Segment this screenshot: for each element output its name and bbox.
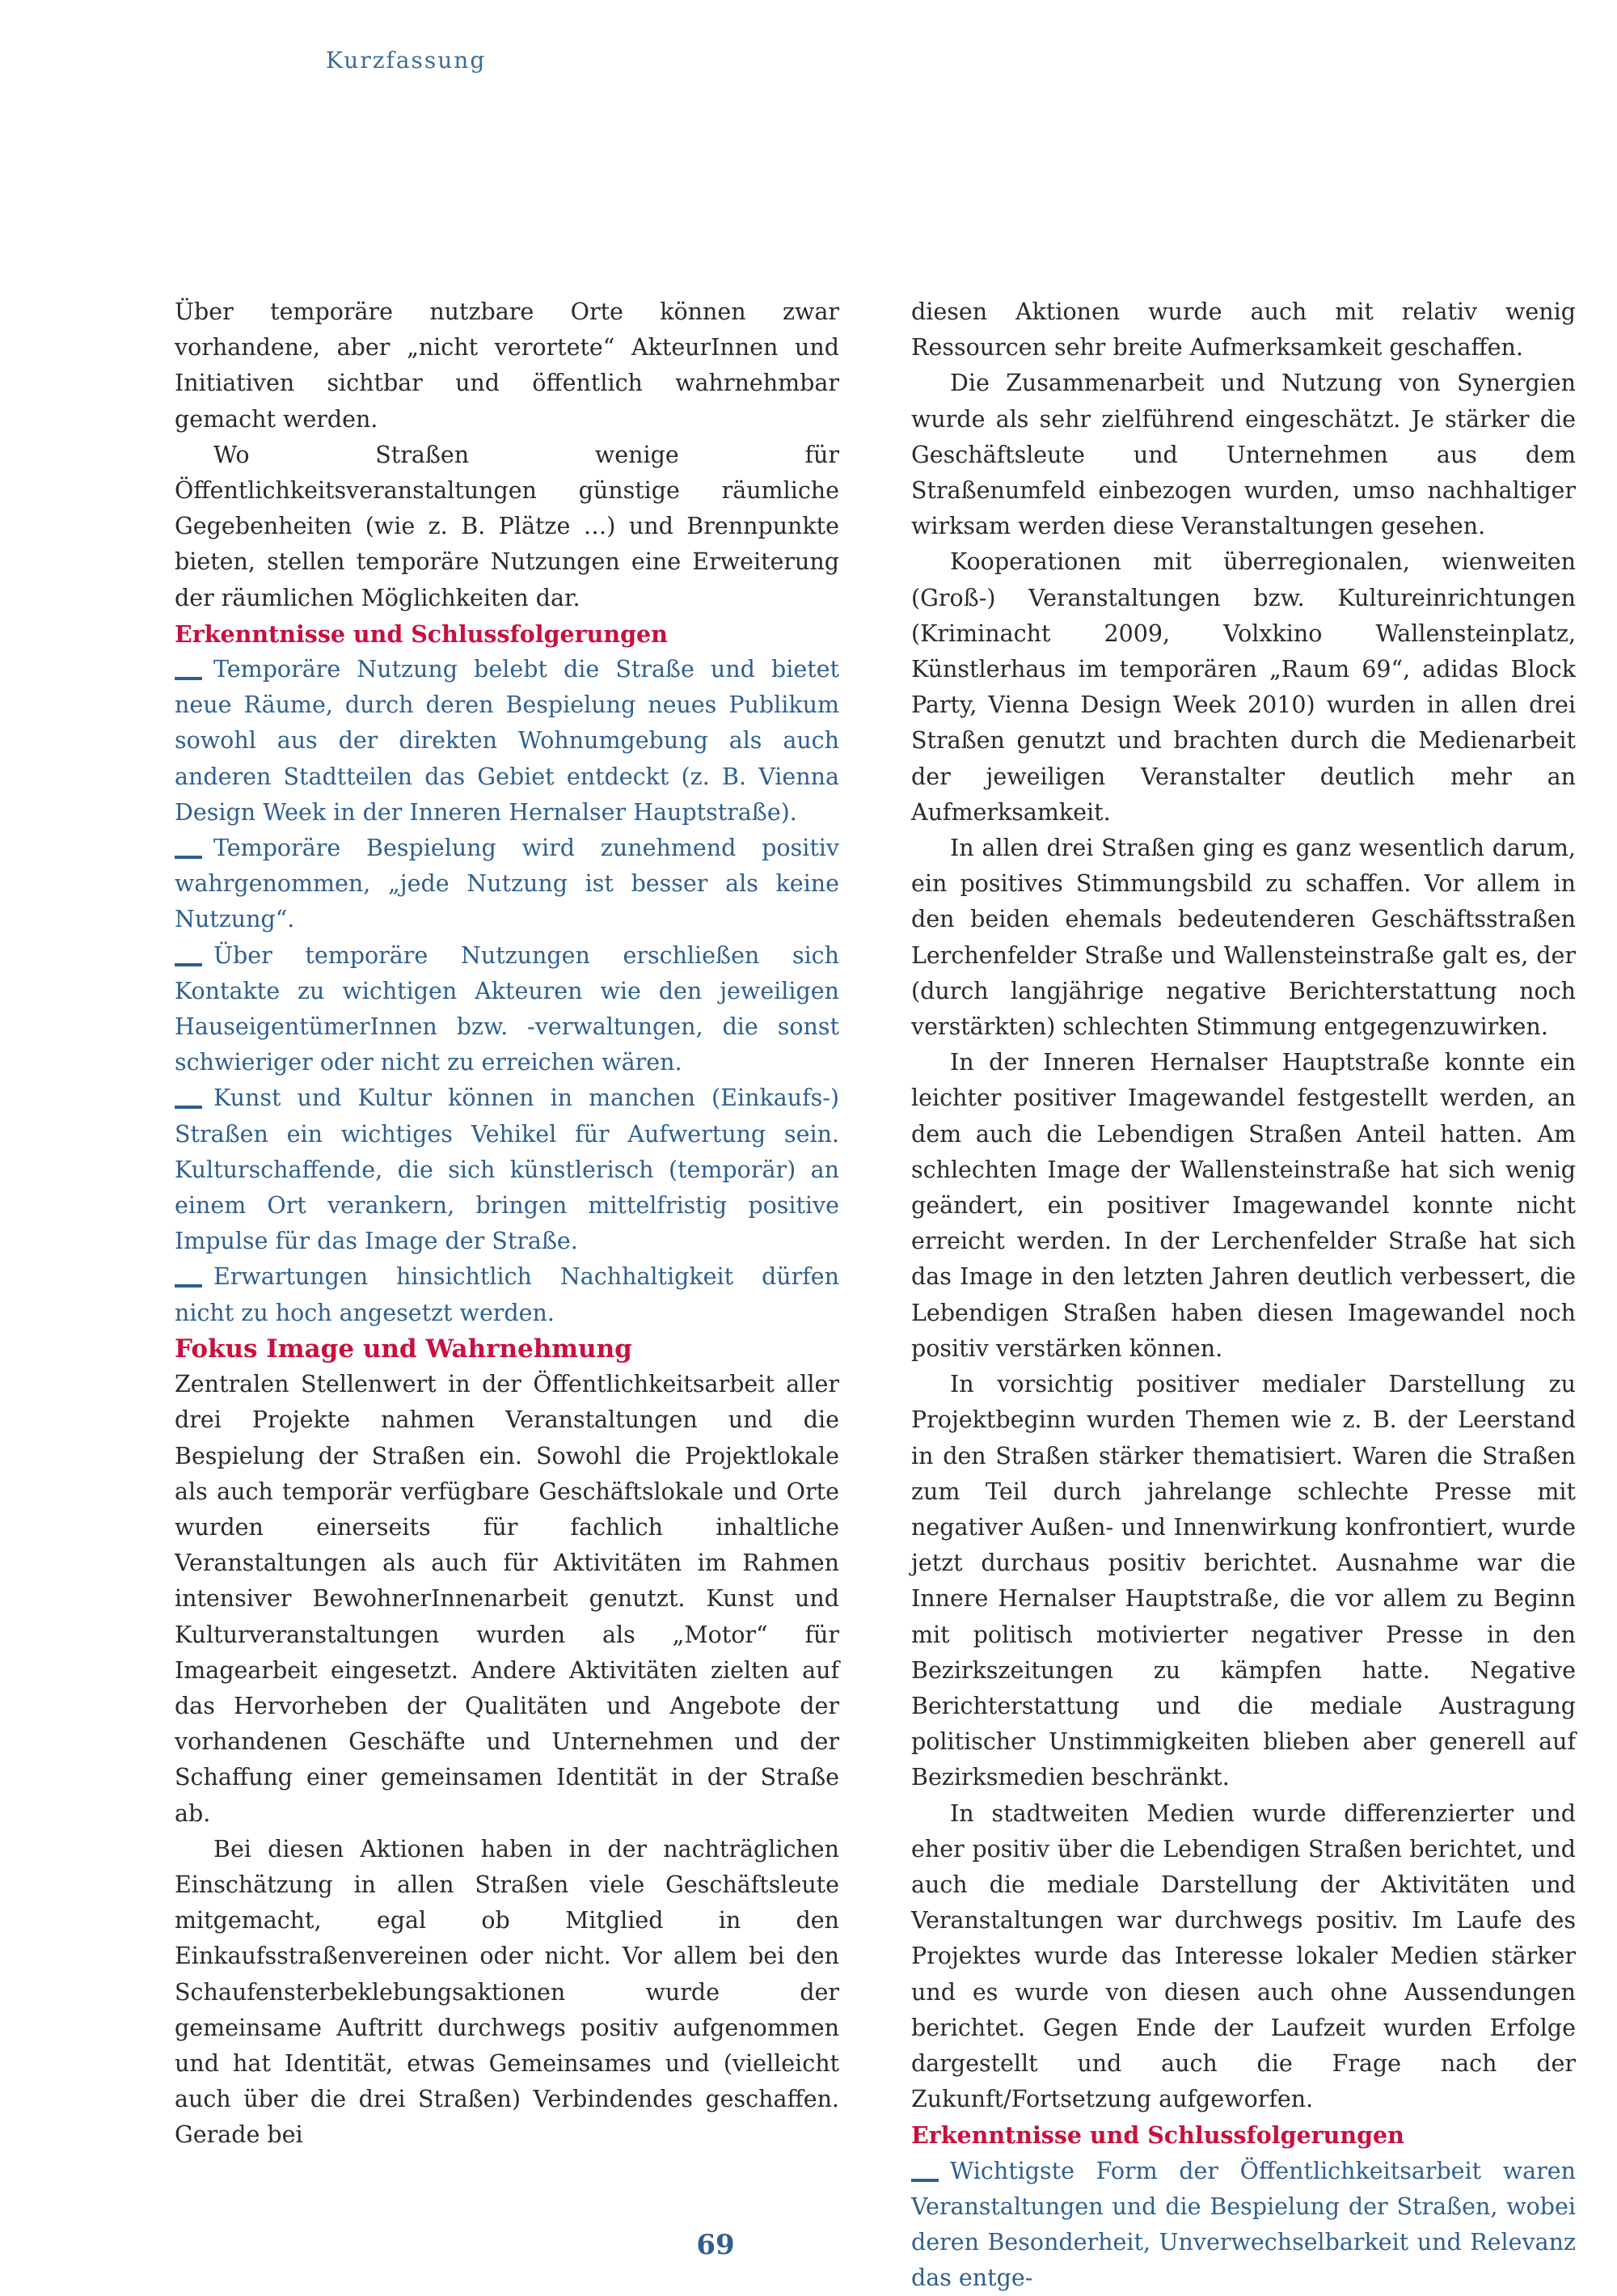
intro-paragraph: Wo Straßen wenige für Öffentlichkeitsveranstaltungen günstige räumliche Gegebenheiten (wie z. B. Plätze …) und Brennpunkte bieten, stellen temporäre Nutzungen eine Erweiterung der räumlichen Möglichkeiten dar. [175, 441, 839, 611]
dash-icon [175, 856, 202, 859]
findings-heading: Erkenntnisse und Schlussfolgerungen [175, 619, 668, 648]
body-paragraph: In allen drei Straßen ging es ganz wesentlich darum, ein positives Stimmungsbild zu schaffen. Vor allem in den beiden ehemals bedeutenderen Geschäftsstraßen Lerchenfelder Straße und Wallensteinstraße galt es, der (durch langjährige negative Berichterstattung noch verstärkten) schlechten Stimmung entgegenzuwirken. [911, 835, 1576, 1041]
body-paragraph: In vorsichtig positiver medialer Darstellung zu Projektbeginn wurden Themen wie z. B. der Leerstand in den Straßen stärker thematisiert. Waren die Straßen zum Teil durch jahrelange schlechte Presse mit negativer Außen- und Innenwirkung konfrontiert, wurde jetzt durchaus positiv berichtet. Ausnahme war die Innere Hernalser Hauptstraße, die vor allem zu Beginn mit politisch motivierter negativer Presse in den Bezirkszeitungen zu kämpfen hatte. Negative Berichterstattung und die mediale Austragung politischer Unstimmigkeiten blieben aber generell auf Bezirksmedien beschränkt. [911, 1371, 1576, 1791]
dash-icon [175, 1106, 202, 1109]
intro-paragraph: Über temporäre nutzbare Orte können zwar vorhandene, aber „nicht verortete“ AkteurInnen und Initiativen sichtbar und öffentlich wahrnehmbar gemacht werden. [175, 298, 839, 433]
running-head: Kurzfassung [326, 47, 487, 74]
finding-text: Temporäre Nutzung belebt die Straße und bietet neue Räume, durch deren Bespielung neues Publikum sowohl aus der direkten Wohnumgebung als auch anderen Stadtteilen das Gebiet entdeckt (z. B. Vienna Design Week in der Inneren Hernalser Hauptstraße). [175, 656, 839, 826]
finding-text: Kunst und Kultur können in manchen (Einkaufs-) Straßen ein wichtiges Vehikel für Aufwertung sein. Kulturschaffende, die sich künstlerisch (temporär) an einem Ort verankern, bringen mittelfristig positive Impulse für das Image der Straße. [175, 1085, 839, 1255]
body-paragraph: Zentralen Stellenwert in der Öffentlichkeitsarbeit aller drei Projekte nahmen Veranstaltungen und die Bespielung der Straßen ein. Sowohl die Projektlokale als auch temporär verfügbare Geschäftslokale und Orte wurden einerseits für fachlich inhaltliche Veranstaltungen als auch für Aktivitäten im Rahmen intensiver BewohnerInnenarbeit genutzt. Kunst und Kulturveranstaltungen wurden als „Motor“ für Imagearbeit eingesetzt. Andere Aktivitäten zielten auf das Hervorheben der Qualitäten und Angebote der vorhandenen Geschäfte und Unternehmen und der Schaffung einer gemeinsamen Identität in der Straße ab. [175, 1371, 839, 1827]
finding-item [911, 2154, 1576, 2296]
body-paragraph: Bei diesen Aktionen haben in der nachträglichen Einschätzung in allen Straßen viele Geschäftsleute mitgemacht, egal ob Mitglied in den Einkaufsstraßenvereinen oder nicht. Vor allem bei den Schaufensterbeklebungsaktionen wurde der gemeinsame Auftritt durchwegs positiv aufgenommen und hat Identität, etwas Gemeinsames und (vielleicht auch über die drei Straßen) Verbindendes geschaffen. Gerade bei [175, 1835, 839, 2149]
right-column [911, 294, 1576, 2296]
finding-text: Über temporäre Nutzungen erschließen sich Kontakte zu wichtigen Akteuren wie den jeweiligen HauseigentümerInnen bzw. -verwaltungen, die sonst schwieriger oder nicht zu erreichen wären. [175, 941, 839, 1076]
finding-text: Erwartungen hinsichtlich Nachhaltigkeit dürfen nicht zu hoch angesetzt werden. [175, 1263, 839, 1326]
finding-item [175, 652, 839, 831]
dash-icon [175, 963, 202, 966]
body-paragraph: diesen Aktionen wurde auch mit relativ wenig Ressourcen sehr breite Aufmerksamkeit geschaffen. [911, 298, 1576, 362]
body-paragraph: Die Zusammenarbeit und Nutzung von Synergien wurde als sehr zielführend eingeschätzt. Je stärker die Geschäftsleute und Unternehmen aus dem Straßenumfeld einbezogen wurden, umso nachhaltiger wirksam werden diese Veranstaltungen gesehen. [911, 370, 1576, 540]
finding-item [175, 938, 839, 1081]
finding-item [175, 1259, 839, 1330]
dash-icon [911, 2179, 939, 2182]
body-paragraph: Kooperationen mit überregionalen, wienweiten (Groß-) Veranstaltungen bzw. Kultureinrichtungen (Kriminacht 2009, Volxkino Wallensteinplatz, Künstlerhaus im temporären „Raum 69“, adidas Block Party, Vienna Design Week 2010) wurden in allen drei Straßen genutzt und brachten durch die Medienarbeit der jeweiligen Veranstalter deutlich mehr an Aufmerksamkeit. [911, 548, 1576, 826]
page-number: 69 [696, 2229, 735, 2261]
finding-text: Temporäre Bespielung wird zunehmend positiv wahrgenommen, „jede Nutzung ist besser als keine Nutzung“. [175, 835, 839, 933]
finding-item [175, 1080, 839, 1259]
dash-icon [175, 677, 202, 680]
dash-icon [175, 1284, 202, 1288]
body-paragraph: In stadtweiten Medien wurde differenzierter und eher positiv über die Lebendigen Straßen berichtet, und auch die mediale Darstellung der Aktivitäten und Veranstaltungen war durchwegs positiv. Im Laufe des Projektes wurde das Interesse lokaler Medien stärker und es wurde von diesen auch ohne Aussendungen berichtet. Gegen Ende der Laufzeit wurden Erfolge dargestellt und auch die Frage nach der Zukunft/Fortsetzung aufgeworfen. [911, 1799, 1576, 2113]
section-heading: Fokus Image und Wahrnehmung [175, 1334, 632, 1364]
findings-heading: Erkenntnisse und Schlussfolgerungen [911, 2121, 1404, 2150]
finding-text: Wichtigste Form der Öffentlichkeitsarbeit waren Veranstaltungen und die Bespielung der Straßen, wobei deren Besonderheit, Unverwechselbarkeit und Relevanz das entge- [911, 2157, 1576, 2292]
left-column [175, 294, 839, 2154]
finding-item [175, 831, 839, 938]
body-paragraph: In der Inneren Hernalser Hauptstraße konnte ein leichter positiver Imagewandel festgestellt werden, an dem auch die Lebendigen Straßen Anteil hatten. Am schlechten Image der Wallensteinstraße hat sich wenig geändert, ein positiver Imagewandel konnte nicht erreicht werden. In der Lerchenfelder Straße hat sich das Image in den letzten Jahren deutlich verbessert, die Lebendigen Straßen haben diesen Imagewandel noch positiv verstärken können. [911, 1049, 1576, 1362]
